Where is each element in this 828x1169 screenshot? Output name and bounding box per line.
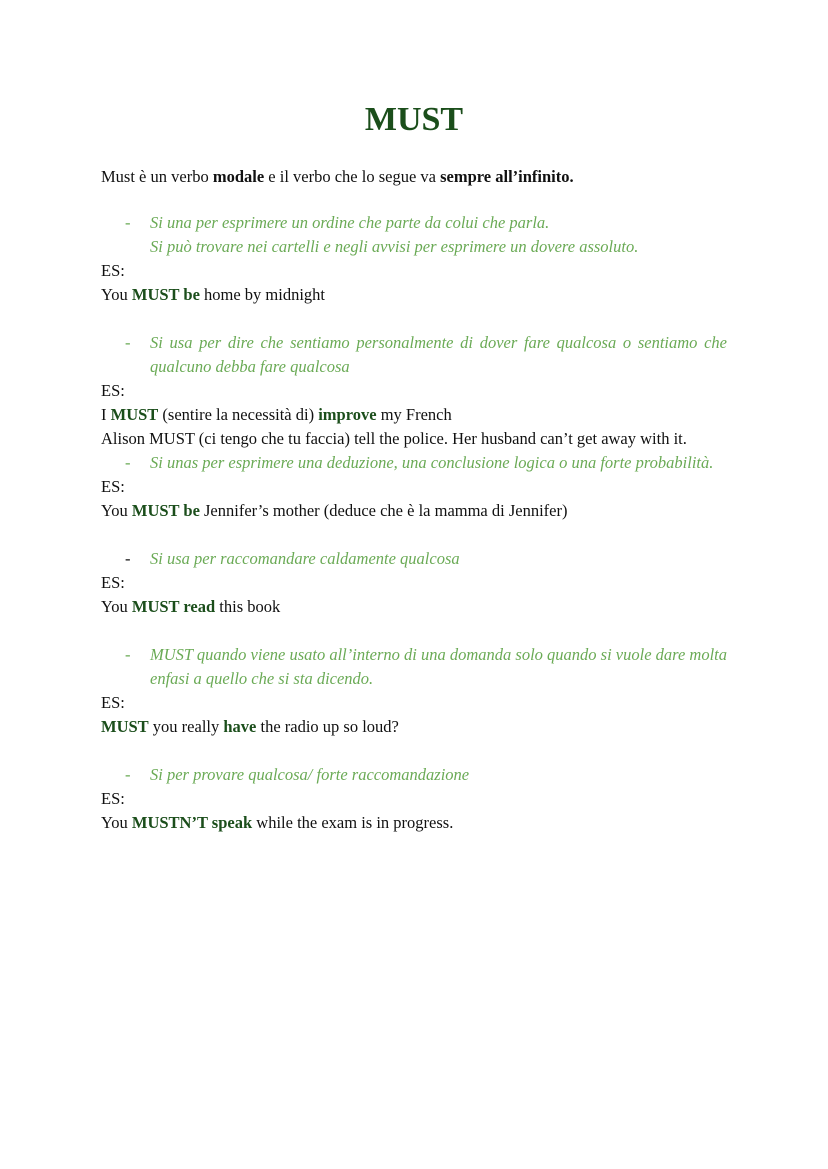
bullet-5-text: MUST quando viene usato all’interno di una domanda solo quando si vuole dare molta enfasi a quello che si sta dicendo. bbox=[150, 645, 728, 688]
es-label: ES: bbox=[101, 789, 125, 808]
example-text: while the exam is in progress. bbox=[252, 813, 454, 832]
example-text: You bbox=[101, 597, 132, 616]
page-title: MUST bbox=[364, 101, 464, 138]
section-4 bbox=[101, 547, 727, 619]
bullet-3-text: Si unas per esprimere una deduzione, una conclusione logica o una forte probabilità. bbox=[150, 453, 714, 472]
example-emphasis: MUST be bbox=[131, 285, 200, 304]
example-emphasis: improve bbox=[318, 405, 377, 424]
bullet-1 bbox=[101, 211, 727, 259]
bullet-dash: - bbox=[125, 213, 131, 232]
example-3 bbox=[101, 499, 727, 523]
example-text: I bbox=[101, 405, 111, 424]
bullet-3 bbox=[101, 451, 727, 475]
bullet-dash: - bbox=[125, 453, 131, 472]
intro-text-2: e il verbo che lo segue va bbox=[264, 167, 441, 186]
bullet-dash: - bbox=[125, 765, 131, 784]
bullet-2 bbox=[101, 331, 727, 379]
example-text: You bbox=[101, 501, 132, 520]
bullet-5 bbox=[101, 643, 727, 691]
example-text: the radio up so loud? bbox=[256, 717, 399, 736]
example-emphasis: MUST bbox=[110, 405, 159, 424]
example-text: You bbox=[101, 813, 132, 832]
section-5 bbox=[101, 643, 727, 739]
intro-bold-modale: modale bbox=[212, 167, 265, 186]
intro-paragraph bbox=[101, 165, 727, 189]
bullet-dash: - bbox=[125, 645, 131, 664]
es-label: ES: bbox=[101, 261, 125, 280]
bullet-dash: - bbox=[125, 333, 131, 352]
es-label: ES: bbox=[101, 477, 125, 496]
es-label: ES: bbox=[101, 693, 125, 712]
bullet-4 bbox=[101, 547, 727, 571]
es-label: ES: bbox=[101, 381, 125, 400]
example-text: you really bbox=[148, 717, 224, 736]
example-text: home by midnight bbox=[199, 285, 326, 304]
example-text: (sentire la necessità di) bbox=[158, 405, 319, 424]
example-emphasis: have bbox=[223, 717, 257, 736]
example-emphasis: MUST be bbox=[131, 501, 200, 520]
example-2a bbox=[101, 403, 727, 427]
es-label: ES: bbox=[101, 573, 125, 592]
bullet-1-line-1: Si una per esprimere un ordine che parte da colui che parla. bbox=[150, 213, 550, 232]
example-text: Jennifer’s mother (deduce che è la mamma di Jennifer) bbox=[199, 501, 568, 520]
example-emphasis: MUSTN’T speak bbox=[131, 813, 253, 832]
section-1 bbox=[101, 211, 727, 307]
example-1 bbox=[101, 283, 727, 307]
section-6 bbox=[101, 763, 727, 835]
document-content bbox=[101, 211, 727, 835]
bullet-dash: - bbox=[125, 549, 131, 568]
example-2b: Alison MUST (ci tengo che tu faccia) tell the police. Her husband can’t get away with it. bbox=[101, 429, 687, 448]
example-5 bbox=[101, 715, 727, 739]
intro-bold-infinito: sempre all’infinito. bbox=[440, 167, 574, 186]
example-4 bbox=[101, 595, 727, 619]
section-3 bbox=[101, 451, 727, 523]
intro-text-1: Must è un verbo bbox=[101, 167, 213, 186]
example-text: my French bbox=[376, 405, 452, 424]
example-text: this book bbox=[215, 597, 281, 616]
example-emphasis: MUST bbox=[101, 717, 149, 736]
bullet-6-text: Si per provare qualcosa/ forte raccomandazione bbox=[150, 765, 470, 784]
section-2 bbox=[101, 331, 727, 451]
bullet-1-line-2: Si può trovare nei cartelli e negli avvisi per esprimere un dovere assoluto. bbox=[150, 237, 639, 256]
bullet-6 bbox=[101, 763, 727, 787]
example-emphasis: MUST read bbox=[131, 597, 216, 616]
example-text: You bbox=[101, 285, 132, 304]
bullet-4-text: Si usa per raccomandare caldamente qualcosa bbox=[150, 549, 460, 568]
example-6 bbox=[101, 811, 727, 835]
bullet-2-text: Si usa per dire che sentiamo personalmente di dover fare qualcosa o sentiamo che qualcuno debba fare qualcosa bbox=[150, 333, 727, 376]
